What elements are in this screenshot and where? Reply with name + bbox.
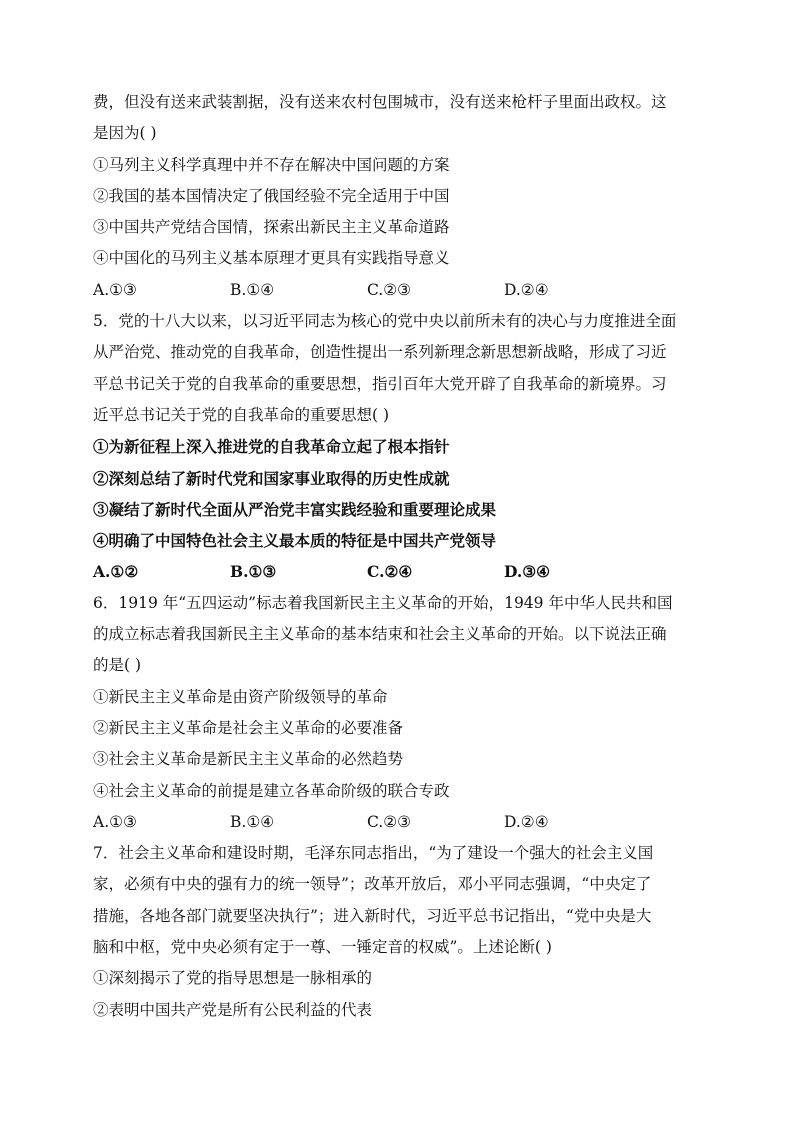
question-stem-line: 6．1919 年“五四运动”标志着我国新民主主义革命的开始，1949 年中华人民共和国 [93, 593, 673, 612]
question-stem-line: 家，必须有中央的强有力的统一领导”；改革开放后，邓小平同志强调，“中央定了 [93, 875, 652, 894]
statement-option: ②表明中国共产党是所有公民利益的代表 [93, 1000, 373, 1019]
statement-option: ①为新征程上深入推进党的自我革命立起了根本指针 [93, 437, 450, 457]
question-stem-line: 7．社会主义革命和建设时期，毛泽东同志指出，“为了建设一个强大的社会主义国 [93, 844, 654, 863]
choice-d[interactable]: D.②④ [504, 812, 549, 831]
statement-option: ③中国共产党结合国情，探索出新民主主义革命道路 [93, 218, 450, 237]
statement-option: ③凝结了新时代全面从严治党丰富实践经验和重要理论成果 [93, 499, 497, 519]
question-stem-line: 是因为( ) [93, 124, 157, 143]
choice-d[interactable]: D.②④ [504, 280, 549, 299]
statement-option: ①深刻揭示了党的指导思想是一脉相承的 [93, 969, 373, 988]
question-stem-line: 平总书记关于党的自我革命的重要思想，指引百年大党开辟了自我革命的新境界。习 [93, 374, 667, 393]
question-stem-line: 措施，各地各部门就要坚决执行”；进入新时代，习近平总书记指出，“党中央是大 [93, 906, 652, 925]
question-7 [93, 843, 713, 1020]
question-stem-line: 的是( ) [93, 656, 142, 675]
choice-b[interactable]: B.①④ [230, 812, 275, 831]
question-stem-line: 费，但没有送来武装割据，没有送来农村包围城市，没有送来枪杆子里面出政权。这 [93, 93, 667, 111]
question-4 [93, 92, 713, 301]
choice-b[interactable]: B.①③ [230, 562, 277, 582]
statement-option: ②新民主主义革命是社会主义革命的必要准备 [93, 718, 404, 737]
question-stem-line: 5．党的十八大以来，以习近平同志为核心的党中央以前所未有的决心与力度推进全面 [93, 312, 677, 331]
choice-c[interactable]: C.②③ [367, 812, 412, 831]
question-stem-line: 脑和中枢，党中央必须有定于一尊、一锤定音的权威”。上述论断( ) [93, 938, 552, 957]
answer-choices [93, 280, 713, 301]
statement-option: ④明确了中国特色社会主义最本质的特征是中国共产党领导 [93, 531, 497, 551]
question-6 [93, 593, 713, 833]
statement-option: ③社会主义革命是新民主主义革命的必然趋势 [93, 750, 404, 769]
statement-option: ①新民主主义革命是由资产阶级领导的革命 [93, 687, 388, 706]
answer-choices [93, 812, 713, 833]
statement-option: ①马列主义科学真理中并不存在解决中国问题的方案 [93, 155, 450, 174]
choice-a[interactable]: A.①② [93, 562, 139, 582]
statement-option: ②深刻总结了新时代党和国家事业取得的历史性成就 [93, 468, 450, 488]
statement-option: ④中国化的马列主义基本原理才更具有实践指导意义 [93, 249, 450, 268]
statement-option: ④社会主义革命的前提是建立各革命阶级的联合专政 [93, 781, 450, 800]
question-stem-line: 从严治党、推动党的自我革命，创造性提出一系列新理念新思想新战略，形成了习近 [93, 343, 667, 362]
statement-option: ②我国的基本国情决定了俄国经验不完全适用于中国 [93, 186, 450, 205]
choice-b[interactable]: B.①④ [230, 280, 275, 299]
choice-c[interactable]: C.②④ [367, 562, 413, 582]
page-content [93, 92, 713, 1031]
answer-choices [93, 561, 713, 582]
choice-a[interactable]: A.①③ [93, 812, 137, 831]
question-stem-line: 的成立标志着我国新民主主义革命的基本结束和社会主义革命的开始。以下说法正确 [93, 625, 667, 644]
choice-a[interactable]: A.①③ [93, 280, 137, 299]
question-stem-line: 近平总书记关于党的自我革命的重要思想( ) [93, 405, 390, 424]
choice-c[interactable]: C.②③ [367, 280, 412, 299]
choice-d[interactable]: D.③④ [504, 562, 551, 582]
question-5 [93, 311, 713, 582]
